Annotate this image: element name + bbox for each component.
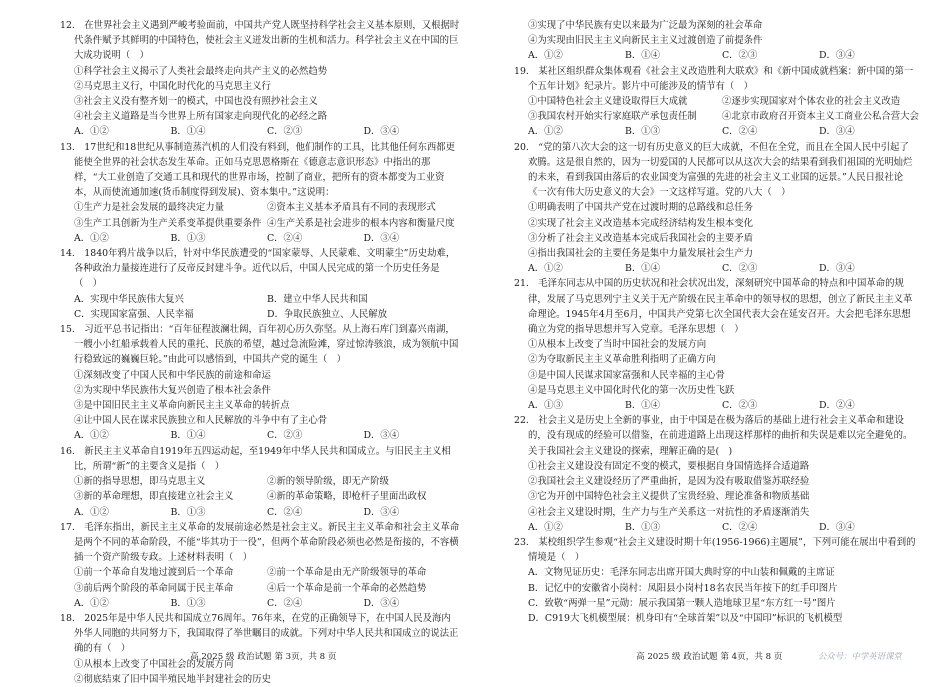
option-line: ③我国农村开始实行家庭联产承包责任制 bbox=[528, 111, 697, 123]
answer-choices-row bbox=[514, 520, 916, 535]
answer-choices-row bbox=[60, 505, 460, 520]
option-line: C．致敬“两弹一星”元勋：展示我国第一颗人造地球卫星“东方红一号”图片 bbox=[528, 597, 836, 609]
option-line: ③前后两个阶段的革命同属于民主革命 bbox=[74, 582, 234, 594]
option-line: ②新的领导阶级，即无产阶级 bbox=[267, 476, 389, 488]
option-line: ①科学社会主义揭示了人类社会最终走向共产主义的必然趋势 bbox=[74, 65, 328, 77]
answer-choice: C．②③ bbox=[267, 430, 303, 442]
answer-choice: C．②③ bbox=[267, 126, 303, 138]
question-stem: 15. 习近平总书记指出：“百年征程波澜壮阔，百年初心历久弥坚。从上海石库门到嘉兴南湖，一艘小小红船承载着人民的重托、民族的希望，越过急流险滩，穿过惊涛骇浪，成为领航中国行稳致远的巍巍巨轮。”由此可以感悟到，中国共产党的诞生（ ） bbox=[60, 324, 459, 366]
option-line: D．C919大飞机模型展：机身印有“全球首架”以及“中国印”标识的飞机模型 bbox=[528, 612, 843, 624]
option-line: ②马克思主义行，中国化时代化的马克思主义行 bbox=[74, 80, 271, 92]
answer-choice: B．①③ bbox=[170, 597, 206, 609]
option-pair-row bbox=[514, 109, 919, 124]
question-stem: 14. 1840年鸦片战争以后，针对中华民族遭受的“国家蒙辱、人民蒙难、文明蒙尘”历史劫难，各种政治力量接连进行了反帝反封建斗争。近代以后，中国人民完成的第一个历史任务是（ ） bbox=[60, 248, 456, 290]
answer-choice: C．②③ bbox=[722, 50, 758, 62]
option-line: ④后一个革命是前一个革命的必然趋势 bbox=[267, 582, 427, 594]
option-line: D．争取民族独立、人民解放 bbox=[267, 308, 388, 320]
option-line: C．实现国家富强、人民幸福 bbox=[74, 308, 194, 320]
option-line: ③分析了社会主义改造基本完成后我国社会的主要矛盾 bbox=[528, 232, 754, 244]
question-stem: 13. 17世纪和18世纪从事制造蒸汽机的人们没有料到，他们制作的工具，比其他任何东西都更能使全世界的社会状态发生革命。正如马克思恩格斯在《德意志意识形态》中指出的那样，“大工业创造了交通工具和现代的世界市场，控制了商业，把所有的资本都变为工业资本，从而使流通加速(货币制度得到发展)、资本集中。”这说明： bbox=[60, 141, 456, 199]
option-line: ②逐步实现国家对个体农业的社会主义改造 bbox=[722, 96, 901, 108]
option-pair-row bbox=[514, 94, 916, 109]
option-line: ③是中国旧民主主义革命向新民主主义革命的转折点 bbox=[74, 400, 290, 412]
answer-choice: B．①④ bbox=[170, 430, 206, 442]
answer-choice: B．①③ bbox=[625, 521, 661, 533]
question-stem: 18. 2025年是中华人民共和国成立76周年。76年来，在党的正确领导下，在中国人民及海内外华人同胞的共同努力下，我国取得了举世瞩目的成就。下列对中华人民共和国成立的说法正确的有（ ） bbox=[60, 612, 459, 655]
option-line: ④生产关系是社会进步的根本内容和衡量尺度 bbox=[267, 217, 455, 229]
option-line: A．文物见证历史：毛泽东同志出席开国大典时穿的中山装和佩戴的主席证 bbox=[528, 567, 835, 579]
option-line: ②彻底结束了旧中国半殖民地半封建社会的历史 bbox=[74, 673, 271, 685]
answer-choice: C．②③ bbox=[722, 263, 758, 275]
page-footer-left: 高 2025 级 政治试题 第 3页，共 8 页 bbox=[190, 652, 337, 662]
answer-choice: B．①④ bbox=[625, 263, 661, 275]
question-stem: 17. 毛泽东指出，新民主主义革命的发展前途必然是社会主义。新民主主义革命和社会主义革命是两个不同的革命阶段，不能“毕其功于一役”，但两个革命阶段必须也必然是衔接的，不容横插一个资产阶级专政。上述材料表明（ ） bbox=[60, 521, 460, 564]
option-pair-row bbox=[60, 474, 460, 489]
option-pair-row bbox=[60, 200, 460, 215]
page-footer-right: 高 2025 级 政治试题 第 4页，共 8 页 bbox=[636, 652, 783, 662]
option-line: B．建立中华人民共和国 bbox=[267, 293, 368, 305]
option-line: B．记忆中的安徽省小岗村：凤阳县小岗村18名农民当年按下的红手印图片 bbox=[528, 582, 838, 594]
answer-choice: C．②④ bbox=[722, 126, 758, 138]
answer-choice: B．①④ bbox=[170, 126, 206, 138]
option-line: ①前一个革命自发地过渡到后一个革命 bbox=[74, 567, 234, 579]
answer-choices-row bbox=[60, 428, 460, 443]
option-line: ②资本主义基本矛盾具有不同的表现形式 bbox=[267, 202, 436, 214]
option-line: ④新的革命策略，即枪杆子里面出政权 bbox=[267, 491, 427, 503]
option-line: ①社会主义建设没有固定不变的模式，要根据自身国情选择合适道路 bbox=[528, 460, 810, 472]
answer-choice: A．①② bbox=[74, 506, 109, 518]
option-line: ③生产工具创新为生产关系变革提供重要条件 bbox=[74, 217, 262, 229]
answer-choices-row bbox=[514, 398, 916, 413]
answer-choices-row bbox=[60, 596, 460, 611]
answer-choice: A．①② bbox=[528, 50, 563, 62]
answer-choice: A．①③ bbox=[528, 400, 563, 412]
answer-choices-row bbox=[514, 124, 916, 139]
answer-choice: D．②④ bbox=[819, 400, 855, 412]
option-pair-row bbox=[60, 216, 460, 231]
option-line: ①生产力是社会发展的最终决定力量 bbox=[74, 202, 225, 214]
answer-choice: D．③④ bbox=[363, 597, 400, 609]
option-pair-row bbox=[60, 292, 460, 307]
option-line: ②我国社会主义建设经历了严重曲折，是因为没有吸取借鉴苏联经验 bbox=[528, 476, 810, 488]
right-column bbox=[514, 18, 919, 626]
question-stem: 20. “党的第八次大会的这一切有历史意义的巨大成就，不但在全党，而且在全国人民中引起了欢腾。这是很自然的，因为一切爱国的人民都可以从这次大会的结果看到我们祖国的光明灿烂的未来，看到我国由落后的农业国变为富强的先进的社会主义工业国的远景。”人民日报社论《一次有伟大历史意义的大会》一文这样写道。党的八大（ ） bbox=[514, 141, 913, 199]
answer-choice: D．③④ bbox=[363, 126, 400, 138]
question-stem: 23. 某校组织学生参观“社会主义建设时期十年(1956-1966)主题展”，下列可能在展出中看到的情境是（ ） bbox=[514, 536, 916, 564]
option-pair-row bbox=[60, 489, 460, 504]
answer-choice: D．③④ bbox=[819, 126, 855, 138]
answer-choice: C．②④ bbox=[722, 521, 758, 533]
option-line: ③实现了中华民族有史以来最为广泛最为深刻的社会革命 bbox=[528, 20, 763, 31]
answer-choice: C．②④ bbox=[267, 597, 303, 609]
option-line: A．实现中华民族伟大复兴 bbox=[74, 293, 184, 305]
option-line: ②为实现中华民族伟大复兴创造了根本社会条件 bbox=[74, 384, 271, 396]
option-line: ①新的指导思想，即马克思主义 bbox=[74, 476, 206, 488]
option-line: ②实现了社会主义改造基本完成经济结构发生根本变化 bbox=[528, 217, 754, 229]
option-pair-row bbox=[60, 565, 460, 580]
answer-choice: D．③④ bbox=[363, 232, 400, 244]
answer-choice: A．①② bbox=[74, 232, 109, 244]
answer-choices-row bbox=[514, 261, 916, 276]
answer-choices-row bbox=[60, 231, 460, 246]
answer-choice: A．①② bbox=[74, 430, 109, 442]
option-line: ②前一个革命是由无产阶级领导的革命 bbox=[267, 567, 427, 579]
question-stem: 21. 毛泽东同志从中国的历史状况和社会状况出发，深刻研究中国革命的特点和中国革命的规律，发展了马克思列宁主义关于无产阶级在民主革命中的领导权的思想，创立了新民主主义革命理论。1945年4月至6月，中国共产党第七次全国代表大会在延安召开。大会把毛泽东思想确立为党的指导思想并写入党章。毛泽东思想（ ） bbox=[514, 278, 913, 336]
option-pair-row bbox=[60, 581, 460, 596]
option-line: ④为实现由旧民主主义向新民主主义过渡创造了前提条件 bbox=[528, 35, 763, 47]
answer-choice: D．③④ bbox=[363, 430, 400, 442]
answer-choice: C．②④ bbox=[267, 506, 303, 518]
answer-choice: B．①③ bbox=[625, 126, 661, 138]
answer-choice: A．①② bbox=[528, 521, 563, 533]
option-line: ④指出我国社会的主要任务是集中力量发展社会生产力 bbox=[528, 248, 754, 260]
answer-choice: A．①② bbox=[528, 263, 563, 275]
answer-choice: B．①④ bbox=[625, 50, 661, 62]
option-line: ①从根本上改变了中国社会的发展方向 bbox=[74, 658, 234, 670]
answer-choice: D．③④ bbox=[819, 521, 855, 533]
option-line: ③是中国人民谋求国家富强和人民幸福的主心骨 bbox=[528, 369, 725, 381]
answer-choice: D．③④ bbox=[819, 50, 855, 62]
option-line: ①明确表明了中国共产党在过渡时期的总路线和总任务 bbox=[528, 202, 754, 214]
option-line: ④社会主义建设时期，生产力与生产关系这一对抗性的矛盾逐渐消失 bbox=[528, 506, 810, 518]
option-line: ①从根本上改变了当时中国社会的发展方向 bbox=[528, 339, 707, 351]
answer-choice: A．①② bbox=[74, 597, 109, 609]
option-line: ③它为开创中国特色社会主义提供了宝贵经验、理论准备和物质基础 bbox=[528, 491, 810, 503]
answer-choice: B．①④ bbox=[625, 400, 661, 412]
option-line: ④社会主义道路是当今世界上所有国家走向现代化的必经之路 bbox=[74, 111, 328, 123]
option-line: ④北京市政府召开资本主义工商业公私合营大会 bbox=[722, 111, 919, 123]
option-line: ③新的革命理想，即直接建立社会主义 bbox=[74, 491, 234, 503]
option-line: ③社会主义没有整齐划一的模式，中国也没有照抄社会主义 bbox=[74, 96, 318, 108]
answer-choice: B．①③ bbox=[170, 506, 206, 518]
question-stem: 12. 在世界社会主义遇到严峻考验面前，中国共产党人既坚持科学社会主义基本原则，又根据时代条件赋予其鲜明的中国特色，使社会主义迸发出新的生机和活力。科学社会主义在中国的巨大成功说明（ ） bbox=[60, 20, 460, 62]
left-column bbox=[60, 18, 460, 687]
option-line: ①深刻改变了中国人民和中华民族的前途和命运 bbox=[74, 369, 271, 381]
option-line: ①中国特色社会主义建设取得巨大成就 bbox=[528, 96, 688, 108]
question-stem: 19. 某社区组织群众集体观看《社会主义改造胜利大联欢》和《新中国成就档案：新中国的第一个五年计划》纪录片。影片中可能涉及的情节有（ ） bbox=[514, 65, 914, 92]
answer-choice: C．②③ bbox=[722, 400, 758, 412]
answer-choice: A．①② bbox=[74, 126, 109, 138]
answer-choice: B．①③ bbox=[170, 232, 206, 244]
answer-choices-row bbox=[514, 48, 916, 63]
answer-choice: C．②④ bbox=[267, 232, 303, 244]
watermark: 公众号：中学英语课堂 bbox=[818, 651, 902, 661]
answer-choice: A．①② bbox=[528, 126, 563, 138]
option-pair-row bbox=[60, 307, 460, 322]
answer-choices-row bbox=[60, 124, 460, 139]
option-line: ②为夺取新民主主义革命胜利指明了正确方向 bbox=[528, 354, 716, 366]
answer-choice: D．③④ bbox=[819, 263, 855, 275]
question-stem: 22. 社会主义是历史上全新的事业，由于中国是在极为落后的基础上进行社会主义革命和建设的，没有现成的经验可以借鉴，在前进道路上出现这样那样的曲折和失误是难以完全避免的。关于我国社会主义建设的探索，理解正确的是( ) bbox=[514, 415, 913, 457]
question-stem: 16. 新民主主义革命自1919年五四运动起，至1949年中华人民共和国成立。与旧民主主义相比，所谓“新”的主要含义是指（ ） bbox=[60, 445, 451, 472]
option-line: ④是马克思主义中国化时代化的第一次历史性飞跃 bbox=[528, 384, 735, 396]
answer-choice: D．③④ bbox=[363, 506, 400, 518]
option-line: ④让中国人民在谋求民族独立和人民解放的斗争中有了主心骨 bbox=[74, 415, 328, 427]
